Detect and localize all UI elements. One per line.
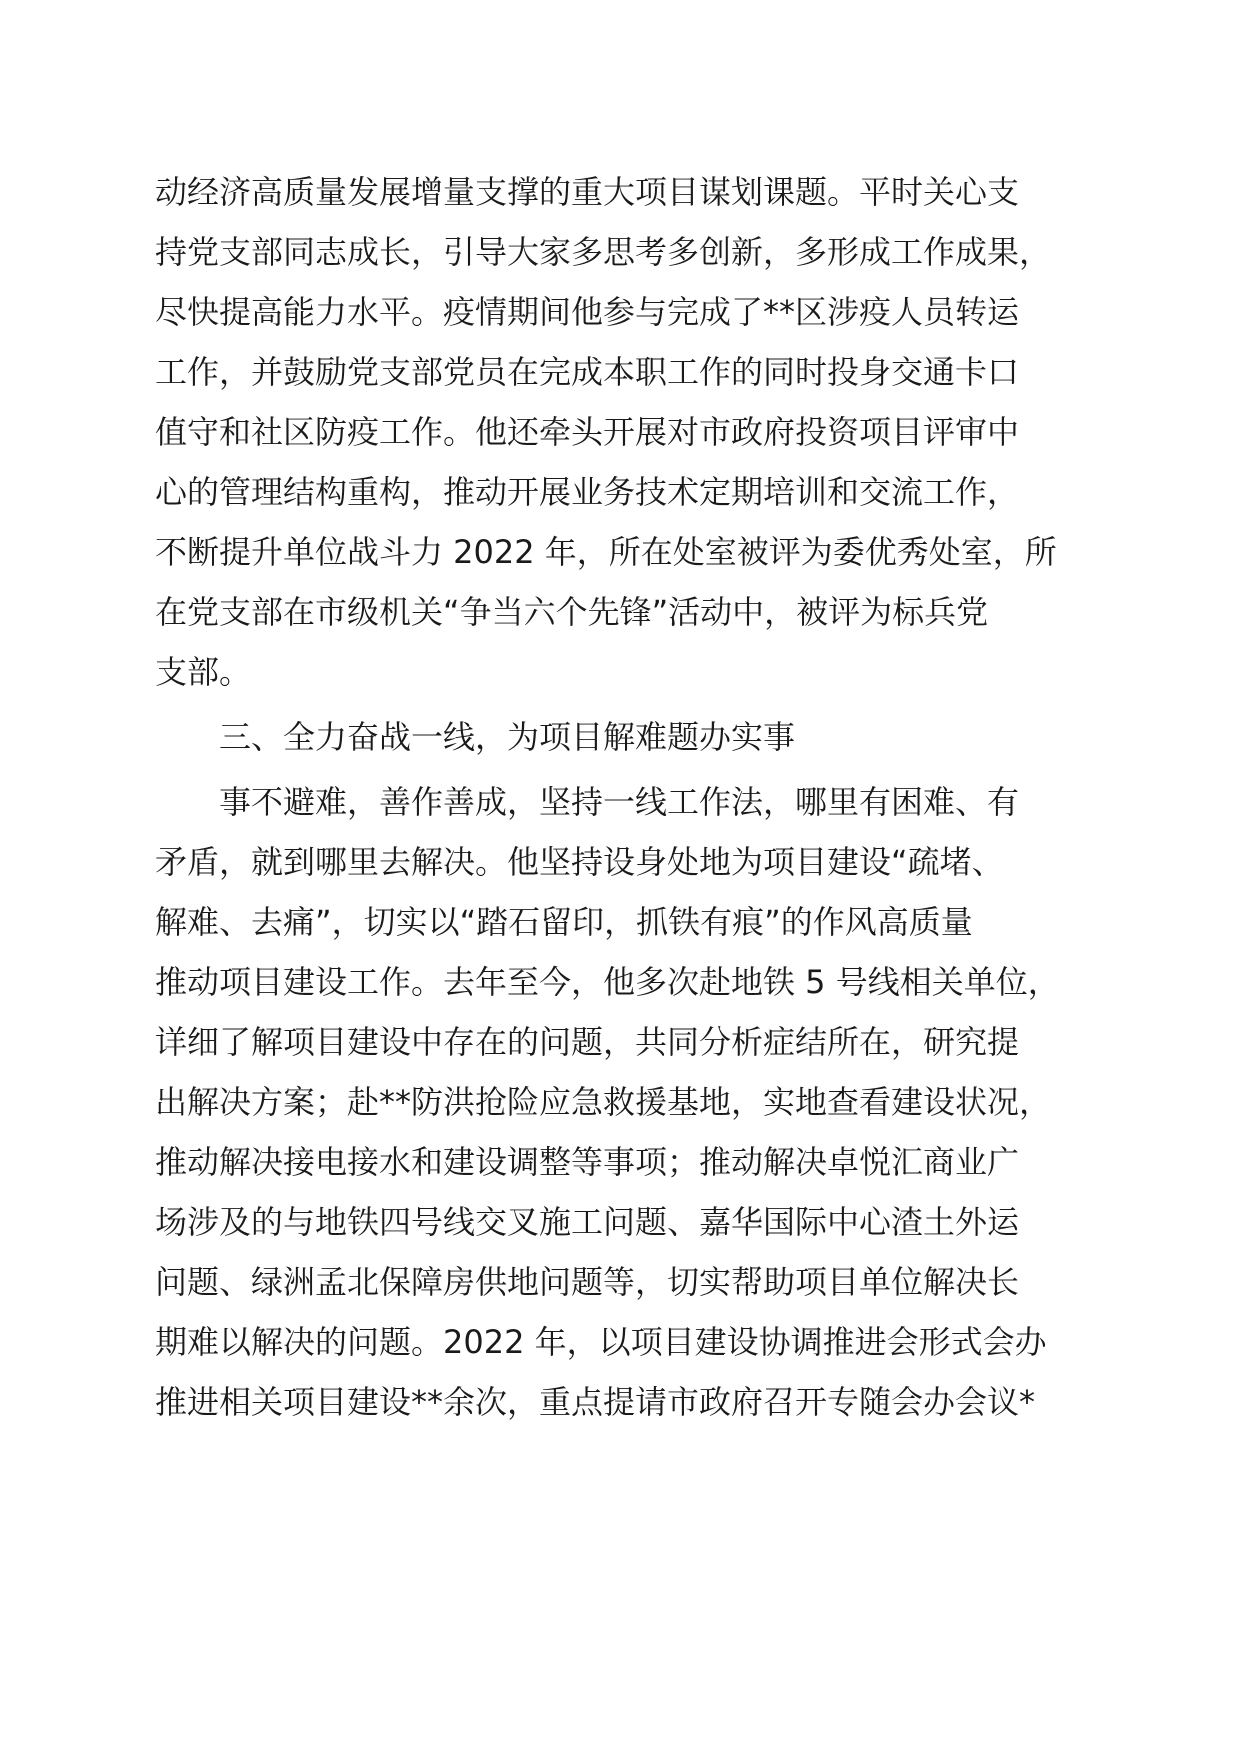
paragraph-line: 问题、绿洲孟北保障房供地问题等，切实帮助项目单位解决长: [155, 1263, 1020, 1301]
section-heading: 三、全力奋战一线，为项目解难题办实事: [219, 718, 796, 756]
paragraph-line: 持党支部同志成长，引导大家多思考多创新，多形成工作成果，: [155, 233, 1052, 271]
paragraph-line: 出解决方案；赴**防洪抢险应急救援基地，实地查看建设状况，: [155, 1083, 1052, 1121]
paragraph-line: 工作，并鼓励党支部党员在完成本职工作的同时投身交通卡口: [155, 353, 1020, 391]
paragraph-line: 推动解决接电接水和建设调整等事项；推动解决卓悦汇商业广: [155, 1143, 1020, 1181]
paragraph-line: 值守和社区防疫工作。他还牵头开展对市政府投资项目评审中: [155, 413, 1020, 451]
paragraph-line: 场涉及的与地铁四号线交叉施工问题、嘉华国际中心渣土外运: [155, 1203, 1020, 1241]
paragraph-line: 事不避难，善作善成，坚持一线工作法，哪里有困难、有: [219, 783, 1020, 821]
paragraph-line: 心的管理结构重构，推动开展业务技术定期培训和交流工作，: [155, 473, 1020, 511]
paragraph-line: 尽快提高能力水平。疫情期间他参与完成了**区涉疫人员转运: [155, 293, 1020, 331]
paragraph-line: 支部。: [155, 653, 252, 691]
paragraph-line: 在党支部在市级机关“争当六个先锋”活动中，被评为标兵党: [155, 593, 989, 631]
paragraph-line: 推动项目建设工作。去年至今，他多次赴地铁 5 号线相关单位，: [155, 963, 1060, 1001]
paragraph-line: 不断提升单位战斗力 2022 年，所在处室被评为委优秀处室，所: [155, 533, 1057, 571]
paragraph-line: 期难以解决的问题。2022 年，以项目建设协调推进会形式会办: [155, 1323, 1047, 1361]
paragraph-line: 推进相关项目建设**余次，重点提请市政府召开专随会办会议*: [155, 1383, 1036, 1421]
paragraph-line: 矛盾，就到哪里去解决。他坚持设身处地为项目建设“疏堵、: [155, 843, 1004, 881]
paragraph-line: 解难、去痛”，切实以“踏石留印，抓铁有痕”的作风高质量: [155, 903, 973, 941]
paragraph-line: 详细了解项目建设中存在的问题，共同分析症结所在，研究提: [155, 1023, 1020, 1061]
paragraph-line: 动经济高质量发展增量支撑的重大项目谋划课题。平时关心支: [155, 173, 1020, 211]
